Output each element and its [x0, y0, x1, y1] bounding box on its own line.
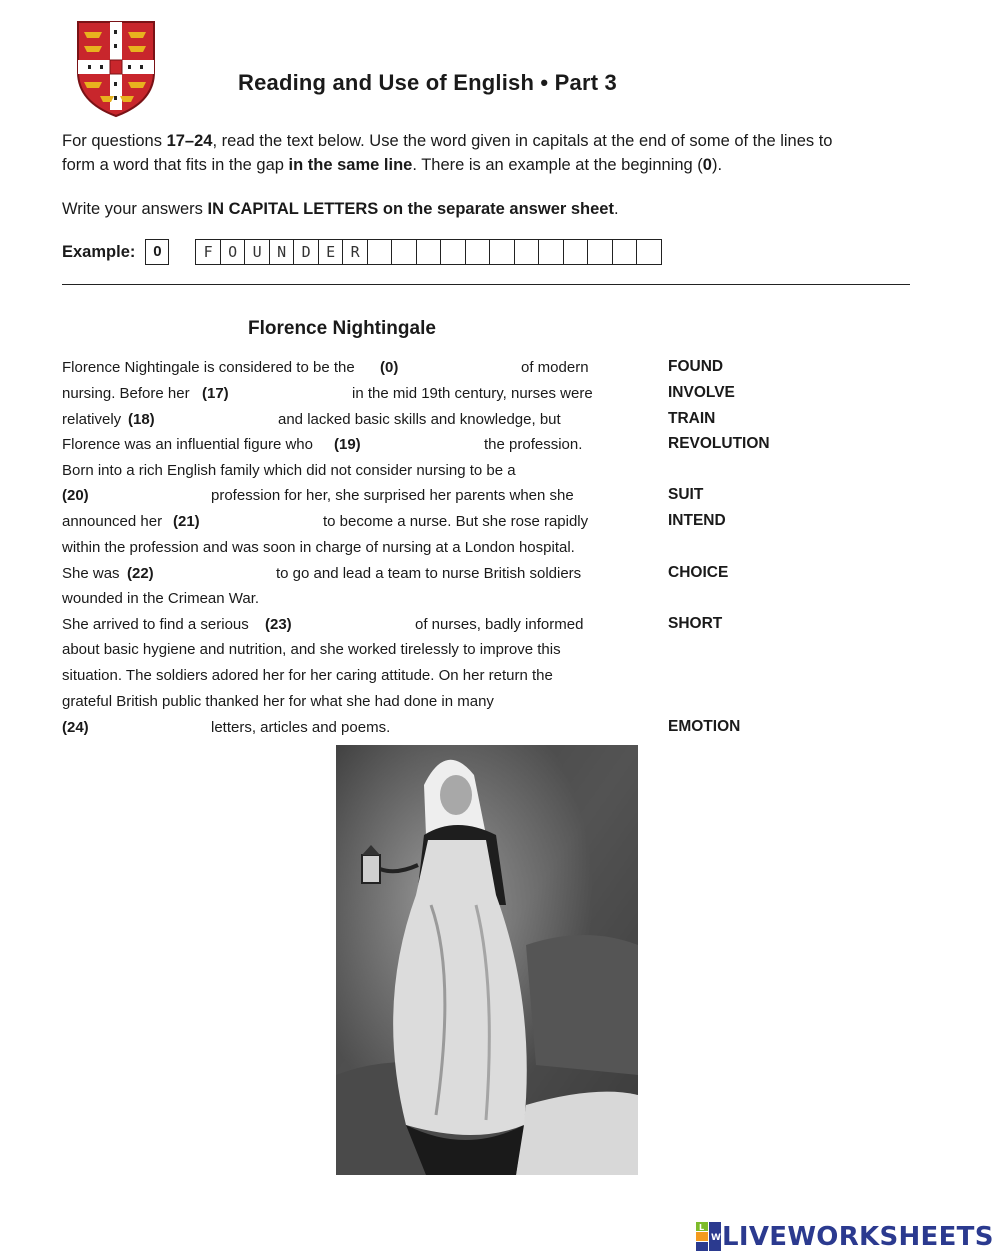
answer-gap-input[interactable]: [299, 614, 409, 634]
passage-text: wounded in the Crimean War.: [62, 590, 260, 607]
badge-letter: W: [711, 1233, 721, 1243]
stem-word: CHOICE: [668, 564, 729, 581]
florence-nightingale-portrait: [336, 745, 638, 1175]
passage-text: of modern: [521, 359, 589, 376]
passage-text: letters, articles and poems.: [211, 719, 391, 736]
liveworksheets-wordmark: LIVEWORKSHEETS: [722, 1222, 994, 1252]
section-divider: [62, 284, 910, 285]
passage-text: nursing. Before her: [62, 385, 190, 402]
example-letter-box: [588, 240, 613, 264]
gap-number: (21): [173, 513, 200, 530]
stem-word: EMOTION: [668, 718, 741, 735]
instr-text: , read the text below. Use the word given in capitals at the end of some of the lines to: [212, 132, 833, 150]
example-number-box: 0: [145, 239, 169, 265]
example-letter-box: [490, 240, 515, 264]
example-letter-box: [539, 240, 564, 264]
liveworksheets-badge-icon: [696, 1222, 722, 1252]
stem-word: INTEND: [668, 512, 726, 529]
stem-word: INVOLVE: [668, 384, 735, 401]
example-letter-box: U: [245, 240, 270, 264]
example-letter-box: [441, 240, 466, 264]
instr-text: form a word that fits in the gap: [62, 156, 289, 174]
passage-text: in the mid 19th century, nurses were: [352, 385, 593, 402]
badge-letter: L: [699, 1223, 705, 1232]
instr-text: Write your answers: [62, 200, 208, 218]
university-crest-logo: [76, 20, 156, 118]
passage-text: the profession.: [484, 436, 583, 453]
gap-number: (17): [202, 385, 229, 402]
passage-title: Florence Nightingale: [248, 318, 436, 339]
answer-gap-input[interactable]: [161, 563, 270, 583]
passage-text: relatively: [62, 411, 122, 428]
passage-text: She was: [62, 565, 120, 582]
passage-text: about basic hygiene and nutrition, and she worked tirelessly to improve this: [62, 641, 561, 658]
example-letter-box: D: [294, 240, 319, 264]
example-label: Example:: [62, 242, 136, 261]
answer-gap-input[interactable]: [96, 485, 205, 505]
passage-text: to go and lead a team to nurse British soldiers: [276, 565, 582, 582]
passage-text: situation. The soldiers adored her for her caring attitude. On her return the: [62, 667, 553, 684]
gap-number: (0): [380, 359, 399, 376]
instructions-paragraph: [62, 129, 832, 177]
answer-gap-input[interactable]: [414, 357, 515, 377]
passage-text: of nurses, badly informed: [415, 616, 584, 633]
stem-word: REVOLUTION: [668, 435, 770, 452]
example-answer-boxes: [195, 239, 662, 265]
passage-text: Born into a rich English family which did not consider nursing to be a: [62, 462, 516, 479]
passage-text: announced her: [62, 513, 163, 530]
example-letter-box: F: [196, 240, 221, 264]
example-letter-box: [417, 240, 442, 264]
passage-text: grateful British public thanked her for what she had done in many: [62, 693, 494, 710]
answer-gap-input[interactable]: [162, 409, 272, 429]
gap-number: (19): [334, 436, 361, 453]
instr-text: .: [613, 200, 619, 218]
answer-gap-input[interactable]: [236, 383, 346, 403]
answer-gap-input[interactable]: [96, 717, 205, 737]
example-letter-box: E: [319, 240, 344, 264]
example-letter-box: [466, 240, 491, 264]
answer-instructions: [62, 197, 619, 221]
passage-text: She arrived to find a serious: [62, 616, 249, 633]
page-title: Reading and Use of English • Part 3: [238, 70, 617, 95]
passage-text: profession for her, she surprised her parents when she: [211, 487, 574, 504]
passage-text: and lacked basic skills and knowledge, but: [278, 411, 561, 428]
example-letter-box: [515, 240, 540, 264]
example-letter-box: [637, 240, 662, 264]
example-letter-box: O: [221, 240, 246, 264]
instr-text: . There is an example at the beginning (: [412, 156, 703, 174]
instr-emphasis: in the same line: [288, 156, 413, 174]
passage-text: Florence Nightingale is considered to be the: [62, 359, 355, 376]
gap-number: (18): [128, 411, 155, 428]
answer-gap-input[interactable]: [207, 511, 317, 531]
answer-gap-input[interactable]: [368, 434, 478, 454]
example-letter-box: N: [270, 240, 295, 264]
passage-text: to become a nurse. But she rose rapidly: [323, 513, 589, 530]
passage-text: Florence was an influential figure who: [62, 436, 313, 453]
stem-word: FOUND: [668, 358, 724, 375]
instr-text: ).: [711, 156, 723, 174]
instr-text: For questions: [62, 132, 167, 150]
example-letter-box: [564, 240, 589, 264]
gap-number: (24): [62, 719, 89, 736]
passage-text: within the profession and was soon in charge of nursing at a London hospital.: [62, 539, 575, 556]
instr-example-ref: 0: [702, 156, 712, 174]
instr-question-range: 17–24: [166, 132, 213, 150]
example-letter-box: R: [343, 240, 368, 264]
example-letter-box: [368, 240, 393, 264]
example-letter-box: [392, 240, 417, 264]
instr-emphasis: IN CAPITAL LETTERS on the separate answer sheet: [207, 200, 614, 218]
example-letter-box: [613, 240, 638, 264]
gap-number: (23): [265, 616, 292, 633]
stem-word: TRAIN: [668, 410, 716, 427]
stem-word: SHORT: [668, 615, 723, 632]
example-row: [62, 238, 662, 266]
stem-word: SUIT: [668, 486, 704, 503]
gap-number: (22): [127, 565, 154, 582]
gap-number: (20): [62, 487, 89, 504]
liveworksheets-logo: [696, 1222, 994, 1252]
